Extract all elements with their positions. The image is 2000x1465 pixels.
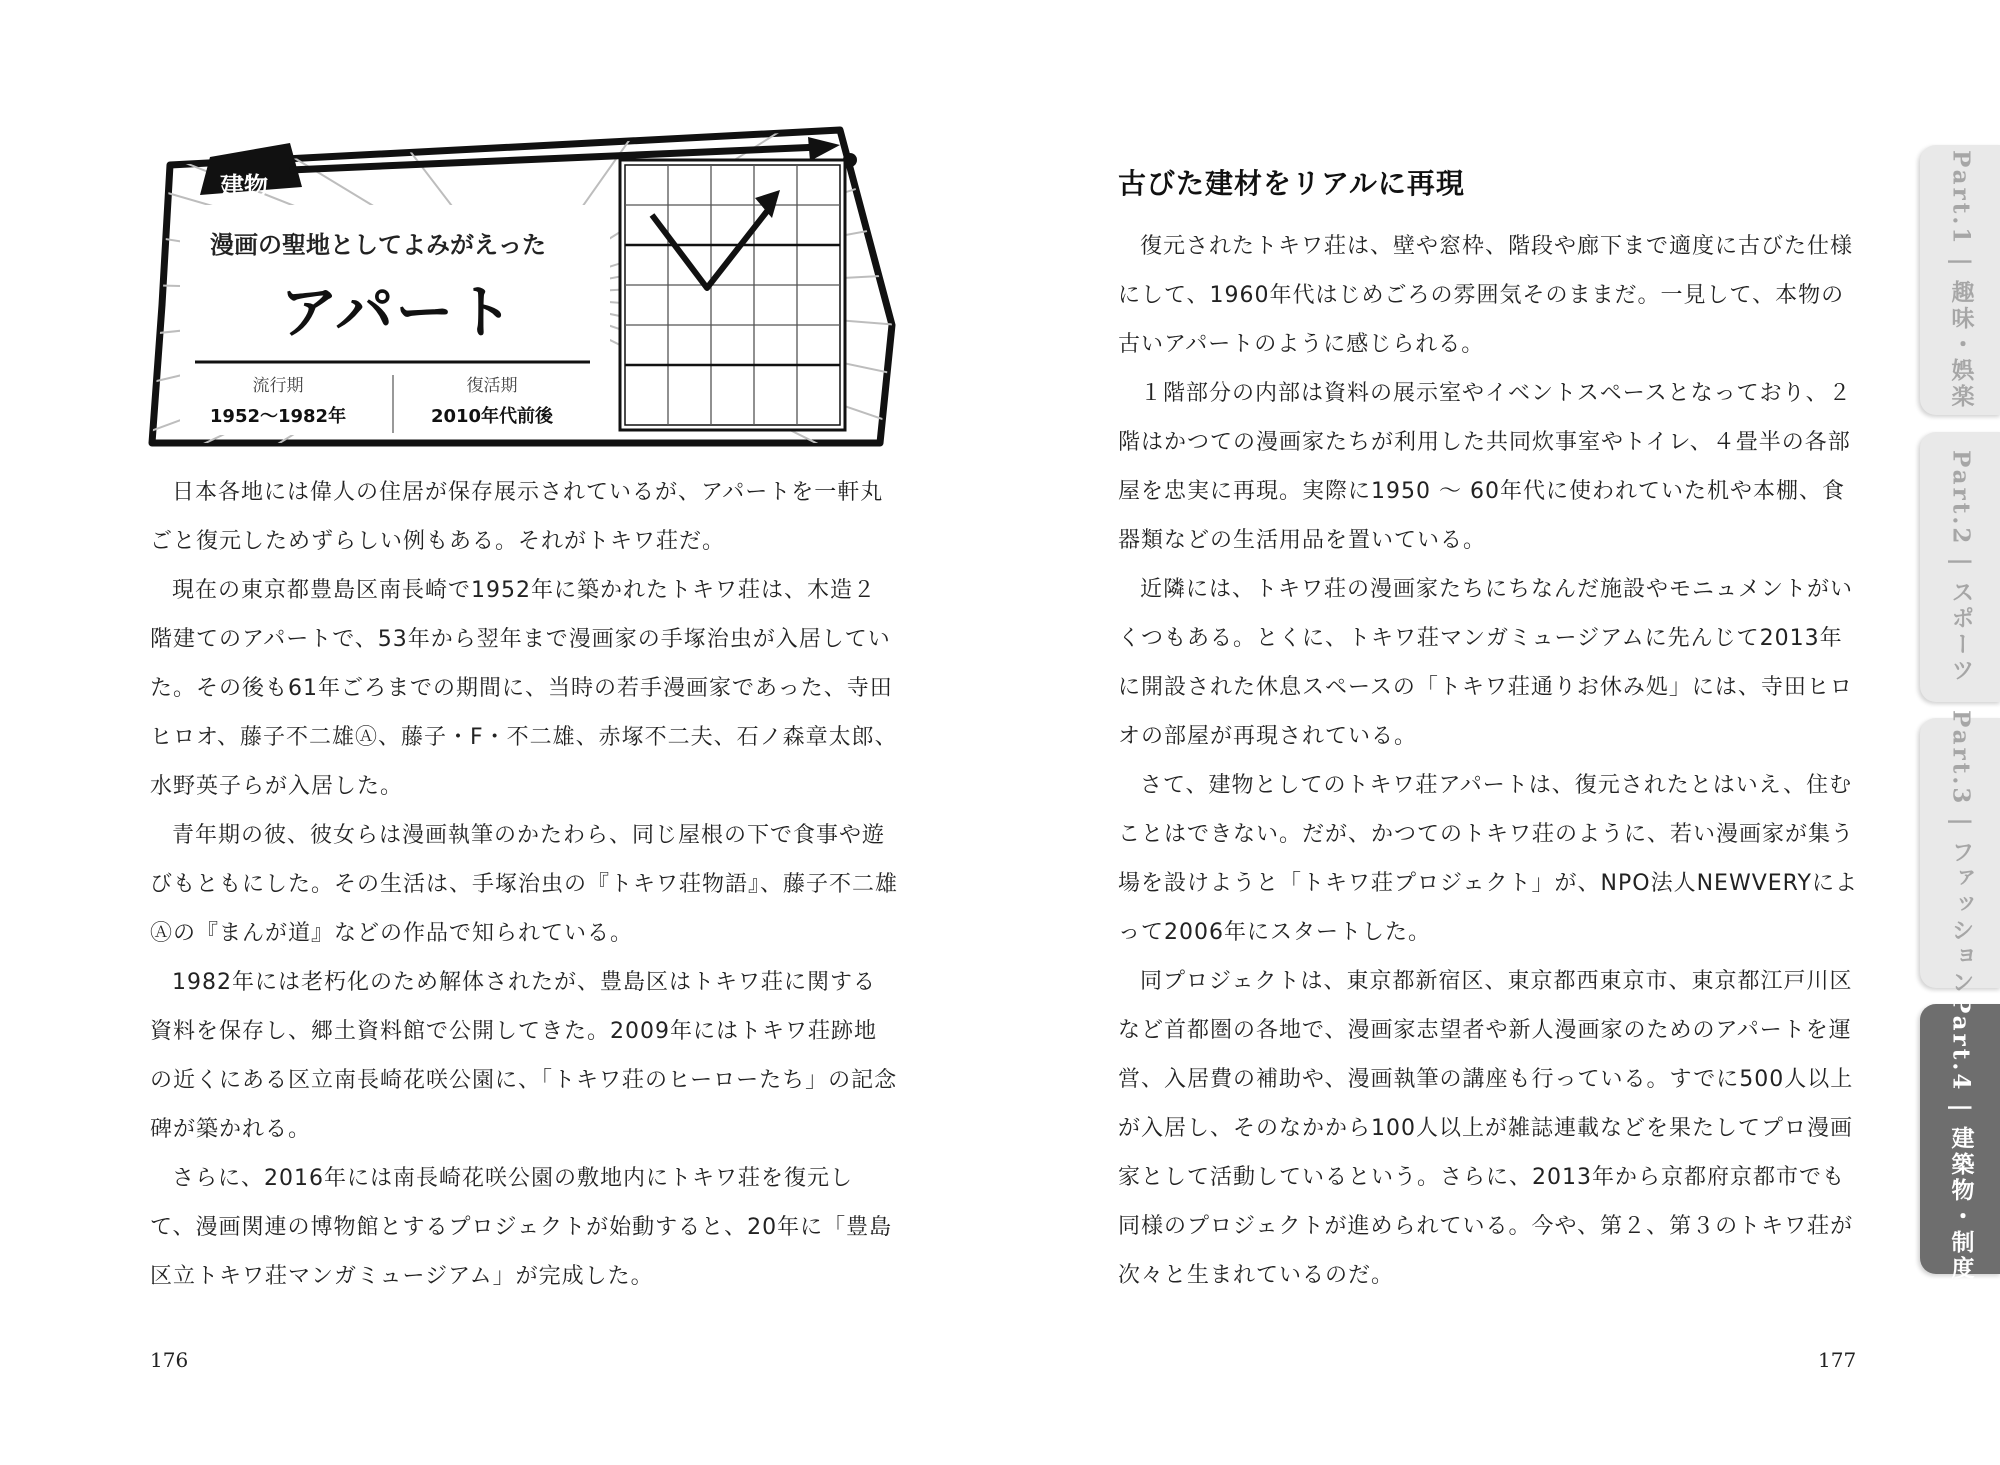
category-tag: 建物: [220, 171, 268, 200]
tab-part3[interactable]: [1920, 710, 2000, 996]
paragraph: 現在の東京都豊島区南長崎で1952年に築かれたトキワ荘は、木造２階建てのアパートで、53年から翌年まで漫画家の手塚治虫が入居していた。その後も61年ごろまでの期間に、当時の若手漫画家であった、寺田ヒロオ、藤子不二雄Ⓐ、藤子・F・不二雄、赤塚不二夫、石ノ森章太郎、水野英子らが入居した。: [150, 578, 898, 799]
right-body-text: [1118, 222, 1858, 1300]
left-body-text: [150, 468, 898, 1301]
header-card: [140, 125, 900, 455]
page-number: 177: [1818, 1348, 1857, 1372]
tab-label: Part.2 | スポーツ: [1947, 450, 1975, 684]
header-subtitle: 漫画の聖地としてよみがえった: [210, 230, 546, 259]
tab-label: Part.1 | 趣味・娯楽: [1947, 150, 1975, 410]
header-title: アパート: [280, 278, 516, 346]
right-page: [1000, 0, 2000, 1465]
boom-period-label: 流行期: [252, 376, 304, 396]
page-number: 176: [150, 1348, 189, 1372]
tab-part2[interactable]: [1920, 432, 2000, 702]
paragraph: 日本各地には偉人の住居が保存展示されているが、アパートを一軒丸ごと復元しためずらしい例もある。それがトキワ荘だ。: [150, 480, 884, 554]
tab-part1[interactable]: [1920, 145, 2000, 415]
paragraph: 同プロジェクトは、東京都新宿区、東京都西東京市、東京都江戸川区など首都圏の各地で、漫画家志望者や新人漫画家のためのアパートを運営、入居費の補助や、漫画執筆の講座も行っている。すでに500人以上が入居し、そのなかから100人以上が雑誌連載などを果たしてプロ漫画家として活動しているという。さらに、2013年から京都府京都市でも同様のプロジェクトが進められている。今や、第２、第３のトキワ荘が次々と生まれているのだ。: [1118, 969, 1854, 1288]
paragraph: 青年期の彼、彼女らは漫画執筆のかたわら、同じ屋根の下で食事や遊びもともにした。その生活は、手塚治虫の『トキワ荘物語』、藤子不二雄Ⓐの『まんが道』などの作品で知られている。: [150, 823, 899, 946]
revival-period-label: 復活期: [466, 376, 518, 396]
paragraph: さらに、2016年には南長崎花咲公園の敷地内にトキワ荘を復元して、漫画関連の博物館とするプロジェクトが始動すると、20年に「豊島区立トキワ荘マンガミュージアム」が完成した。: [150, 1166, 893, 1289]
trend-chart-frame: [620, 160, 845, 430]
tab-part4[interactable]: [1920, 996, 2000, 1282]
paragraph: １階部分の内部は資料の展示室やイベントスペースとなっており、２階はかつての漫画家たちが利用した共同炊事室やトイレ、４畳半の各部屋を忠実に再現。実際に1950 〜 60年代に使われていた机や本棚、食器類などの生活用品を置いている。: [1118, 381, 1852, 553]
paragraph: 近隣には、トキワ荘の漫画家たちにちなんだ施設やモニュメントがいくつもある。とくに、トキワ荘マンガミュージアムに先んじて2013年に開設された休息スペースの「トキワ荘通りお休み処」には、寺田ヒロオの部屋が再現されている。: [1118, 577, 1854, 749]
paragraph: 1982年には老朽化のため解体されたが、豊島区はトキワ荘に関する資料を保存し、郷土資料館で公開してきた。2009年にはトキワ荘跡地の近くにある区立南長崎花咲公園に、「トキワ荘のヒーローたち」の記念碑が築かれる。: [150, 970, 898, 1142]
tab-label: Part.3 | ファッション: [1947, 710, 1975, 996]
tab-label: Part.4 | 建築物・制度: [1947, 996, 1975, 1282]
trend-chart: [620, 160, 845, 430]
paragraph: 復元されたトキワ荘は、壁や窓枠、階段や廊下まで適度に古びた仕様にして、1960年代はじめごろの雰囲気そのままだ。一見して、本物の古いアパートのように感じられる。: [1118, 234, 1854, 357]
paragraph: さて、建物としてのトキワ荘アパートは、復元されたとはいえ、住むことはできない。だが、かつてのトキワ荘のように、若い漫画家が集う場を設けようと「トキワ荘プロジェクト」が、NPO法人NEWVERYによって2006年にスタートした。: [1118, 773, 1858, 945]
section-heading: 古びた建材をリアルに再現: [1118, 167, 1465, 200]
revival-period-value: 2010年代前後: [430, 406, 554, 427]
boom-period-value: 1952〜1982年: [209, 406, 347, 427]
